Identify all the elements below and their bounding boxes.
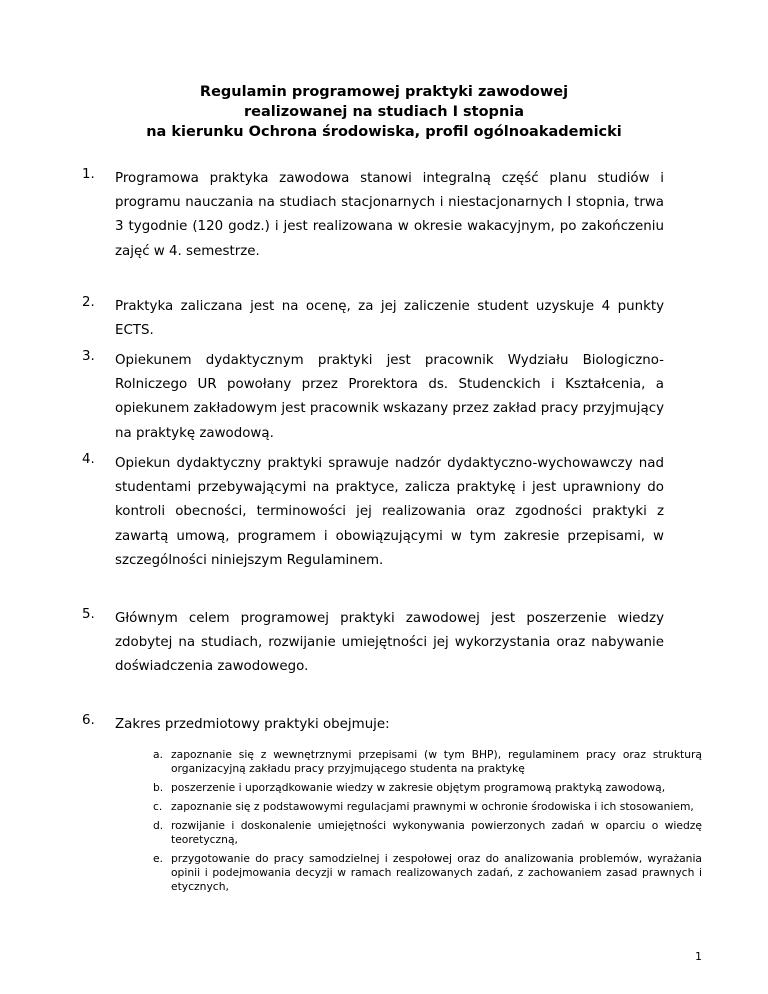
sub-item-text: zapoznanie się z wewnętrznymi przepisami (w tym BHP), regulaminem pracy oraz strukturą organizacyjną zakładu pracy przyjmującego studenta na praktykę [171,748,702,775]
title-line-2: realizowanej na studiach I stopnia [243,104,525,120]
sub-item [153,819,702,847]
item-number: 2. [82,295,95,310]
item-text: Opiekunem dydaktycznym praktyki jest pracownik Wydziału Biologiczno-Rolniczego UR powołany przez Prorektora ds. Studenckich i Kształcenia, a opiekunem zakładowym jest pracownik wskazany przez zakład pracy przyjmujący na praktykę zawodową. [115,353,664,441]
sub-item [153,852,702,894]
item-number: 4. [82,452,95,467]
item-text: Głównym celem programowej praktyki zawodowej jest poszerzenie wiedzy zdobytej na studiach, rozwijanie umiejętności jej wykorzystania oraz nabywanie doświadczenia zawodowego. [115,611,664,675]
document-title [0,82,768,142]
sub-item-text: przygotowanie do pracy samodzielnej i zespołowej oraz do analizowania problemów, wyrażania opinii i podejmowania decyzji w ramach realizowanych zadań, z zachowaniem zasad prawnych i etycznych, [171,852,702,893]
sub-item-letter: d. [153,819,164,832]
item-text: Zakres przedmiotowy praktyki obejmuje: [115,717,390,732]
item-text: Programowa praktyka zawodowa stanowi integralną część planu studiów i programu nauczania na studiach stacjonarnych i niestacjonarnych I stopnia, trwa 3 tygodnie (120 godz.) i jest realizowana w okresie wakacyjnym, po zakończeniu zajęć w 4. semestrze. [115,171,664,259]
sub-item [153,781,702,795]
sub-item-text: zapoznanie się z podstawowymi regulacjami prawnymi w ochronie środowiska i ich stosowaniem, [171,800,694,813]
sub-item-letter: a. [153,748,163,761]
title-line-3: na kierunku Ochrona środowiska, profil ogólnoakademicki [146,124,622,140]
sub-item-text: poszerzenie i uporządkowanie wiedzy w zakresie objętym programową praktyką zawodową, [171,781,666,794]
item-number: 3. [82,349,95,364]
item-text: Opiekun dydaktyczny praktyki sprawuje nadzór dydaktyczno-wychowawczy nad studentami przebywającymi na praktyce, zalicza praktykę i jest uprawniony do kontroli obecności, terminowości jej realizowania oraz zgodności praktyki z zawartą umową, programem i obowiązującymi w tym zakresie przepisami, w szczególności niniejszym Regulaminem. [115,456,664,568]
sub-item-letter: c. [153,800,163,813]
item-number: 5. [82,607,95,622]
page-number: 1 [695,950,702,963]
title-line-1: Regulamin programowej praktyki zawodowej [199,84,569,100]
item-number: 6. [82,713,95,728]
sub-item-letter: e. [153,852,164,865]
sub-item-letter: b. [153,781,164,794]
sub-item [153,800,702,814]
item-number: 1. [82,167,95,182]
item-text: Praktyka zaliczana jest na ocenę, za jej zaliczenie student uzyskuje 4 punkty ECTS. [115,299,664,339]
sub-item [153,748,702,776]
sub-item-text: rozwijanie i doskonalenie umiejętności wykonywania powierzonych zadań w oparciu o wiedzę teoretyczną, [171,819,702,846]
